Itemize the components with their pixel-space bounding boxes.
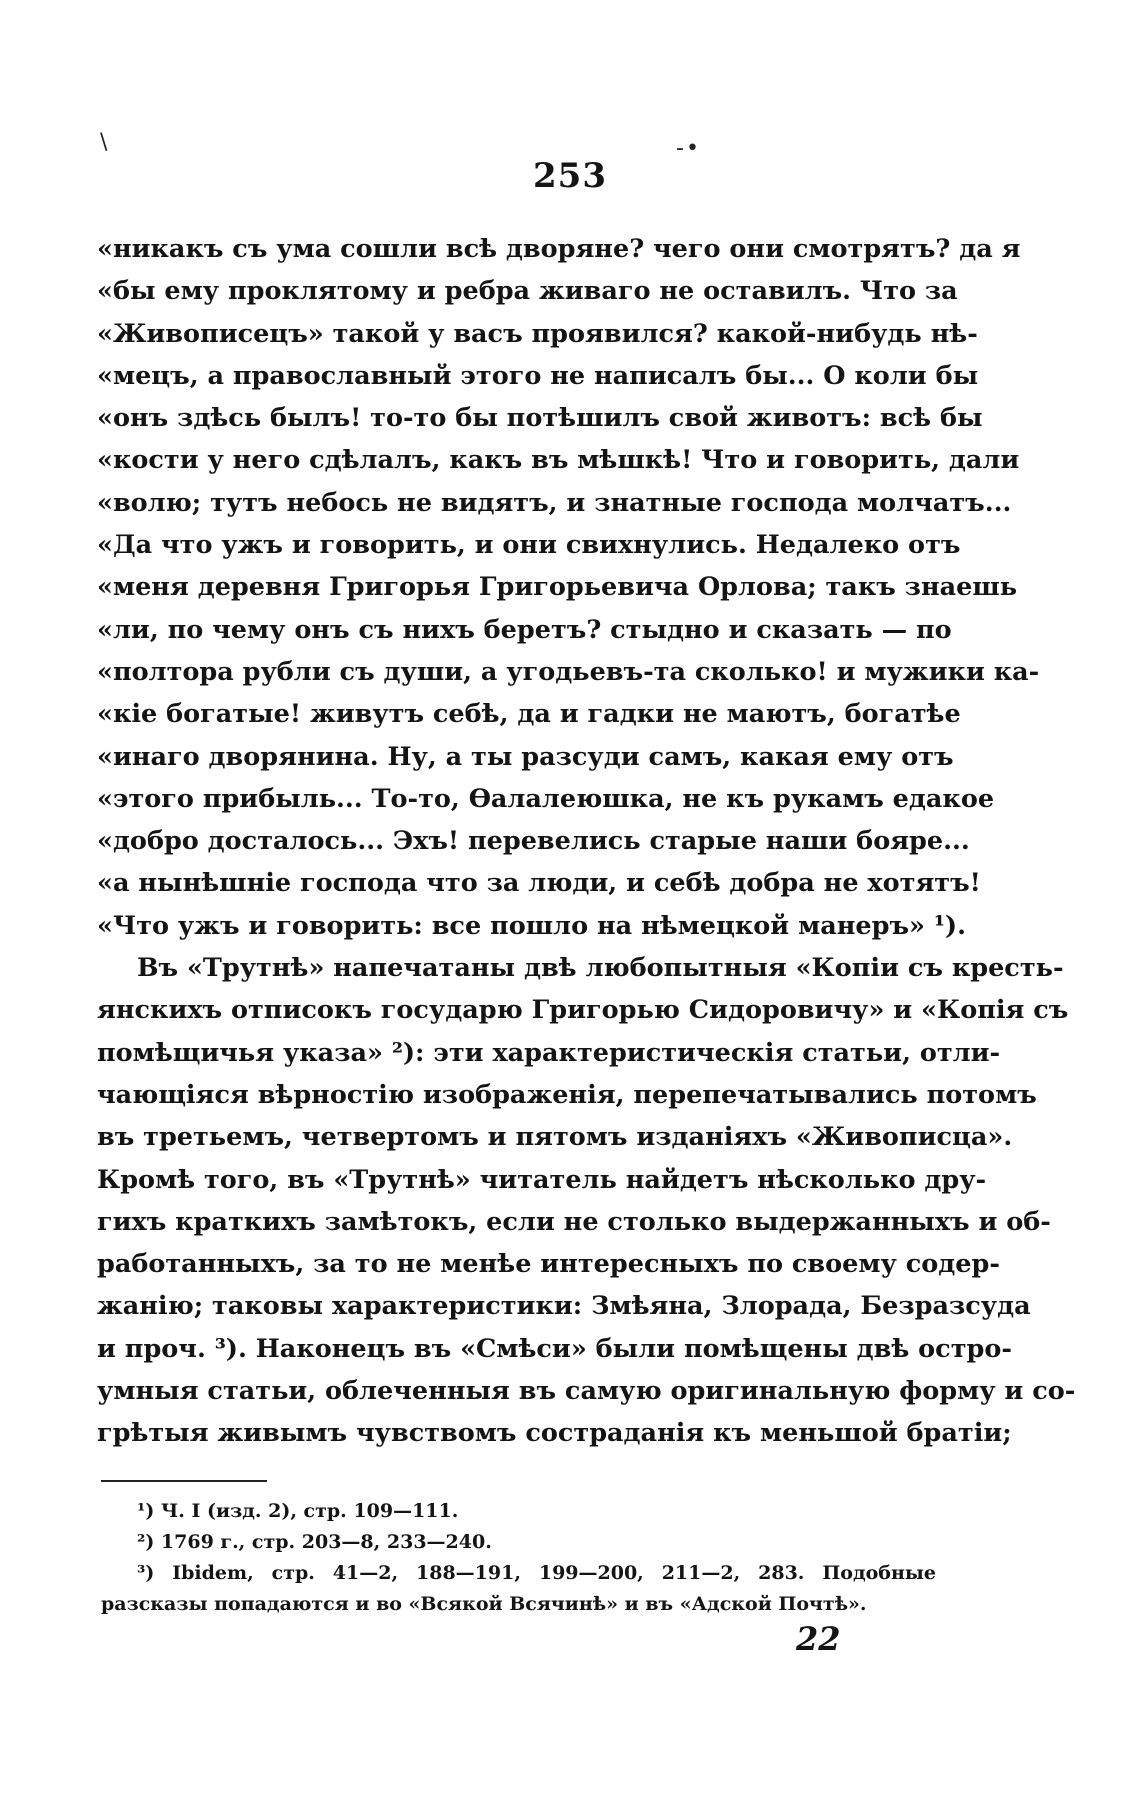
text-line: «волю; тутъ небось не видятъ, и знатные господа молчатъ...	[97, 487, 1012, 518]
text-line: «добро досталось... Эхъ! перевелись старые наши бояре...	[97, 826, 970, 857]
text-line: «этого прибыль... То-то, Ѳалалеюшка, не къ рукамъ едакое	[97, 783, 995, 814]
footnotes	[101, 1496, 936, 1620]
text-line: янскихъ отписокъ государю Григорью Сидоровичу» и «Копія съ	[97, 995, 1069, 1026]
text-line: Кромѣ того, въ «Трутнѣ» читатель найдетъ нѣсколько дру-	[97, 1164, 987, 1195]
text-line: грѣтыя живымъ чувствомъ состраданія къ меньшой братіи;	[97, 1418, 1012, 1449]
text-line: «бы ему проклятому и ребра живаго не оставилъ. Что за	[97, 276, 958, 307]
text-line: «никакъ съ ума сошли всѣ дворяне? чего они смотрятъ? да я	[97, 234, 1021, 264]
footnote-2: ²) 1769 г., стр. 203—8, 233—240.	[137, 1531, 492, 1553]
text-line: умныя статьи, облеченныя въ самую оригинальную форму и со-	[97, 1376, 1076, 1407]
text-line: «меня деревня Григорья Григорьевича Орлова; такъ знаешь	[97, 572, 1018, 603]
text-line: «кіе богатые! живутъ себѣ, да и гадки не маютъ, богатѣе	[97, 699, 961, 730]
scan-mark-left: \	[100, 130, 108, 155]
paragraph-first-line: Въ «Трутнѣ» напечатаны двѣ любопытныя «Копіи съ кресть-	[137, 953, 1064, 984]
text-line: и проч. ³). Наконецъ въ «Смѣси» были помѣщены двѣ остро-	[97, 1333, 1012, 1364]
text-line: «инаго дворянина. Ну, а ты разсуди самъ, какая ему отъ	[97, 741, 954, 772]
text-line: «полтора рубли съ души, а угодьевъ-та сколько! и мужики ка-	[97, 656, 1040, 687]
footnote-1: ¹) Ч. I (изд. 2), стр. 109—111.	[137, 1500, 459, 1522]
footnote-3: ³) Ibidem, стр. 41—2, 188—191, 199—200, 211—2, 283. Подобные	[137, 1562, 936, 1584]
footnote-divider	[101, 1480, 267, 1482]
text-line: чающіяся вѣрностію изображенія, перепечатывались потомъ	[97, 1079, 1037, 1110]
text-line: жанію; таковы характеристики: Змѣяна, Злорада, Безразсуда	[97, 1291, 1031, 1322]
text-line: помѣщичья указа» ²): эти характеристическія статьи, отли-	[97, 1037, 1001, 1068]
printer-signature-mark: 22	[796, 1620, 841, 1658]
text-line: «ли, по чему онъ съ нихъ беретъ? стыдно и сказать — по	[97, 614, 952, 645]
main-text	[97, 228, 1076, 1455]
text-line: работанныхъ, за то не менѣе интересныхъ по своему содер-	[97, 1249, 1000, 1280]
text-line: «Живописецъ» такой у васъ проявился? какой-нибудь нѣ-	[97, 318, 978, 349]
scan-mark-right: -•	[676, 136, 701, 161]
text-line: гихъ краткихъ замѣтокъ, если не столько выдержанныхъ и об-	[97, 1206, 1051, 1237]
text-line: «мецъ, а православный этого не написалъ бы... О коли бы	[97, 360, 979, 391]
text-line: «Что ужъ и говорить: все пошло на нѣмецкой манеръ» ¹).	[97, 910, 966, 941]
text-line: «а нынѣшніе господа что за люди, и себѣ добра не хотятъ!	[97, 868, 981, 899]
page-number: 253	[533, 156, 607, 196]
text-line: «кости у него сдѣлалъ, какъ въ мѣшкѣ! Что и говорить, дали	[97, 445, 1020, 476]
footnote-3-continuation: разсказы попадаются и во «Всякой Всячинѣ» и въ «Адской Почтѣ».	[101, 1593, 867, 1615]
text-line: «Да что ужъ и говорить, и они свихнулись. Недалеко отъ	[97, 530, 961, 561]
text-line: «онъ здѣсь былъ! то-то бы потѣшилъ свой животъ: всѣ бы	[97, 403, 983, 434]
text-line: въ третьемъ, четвертомъ и пятомъ изданіяхъ «Живописца».	[97, 1122, 1013, 1153]
